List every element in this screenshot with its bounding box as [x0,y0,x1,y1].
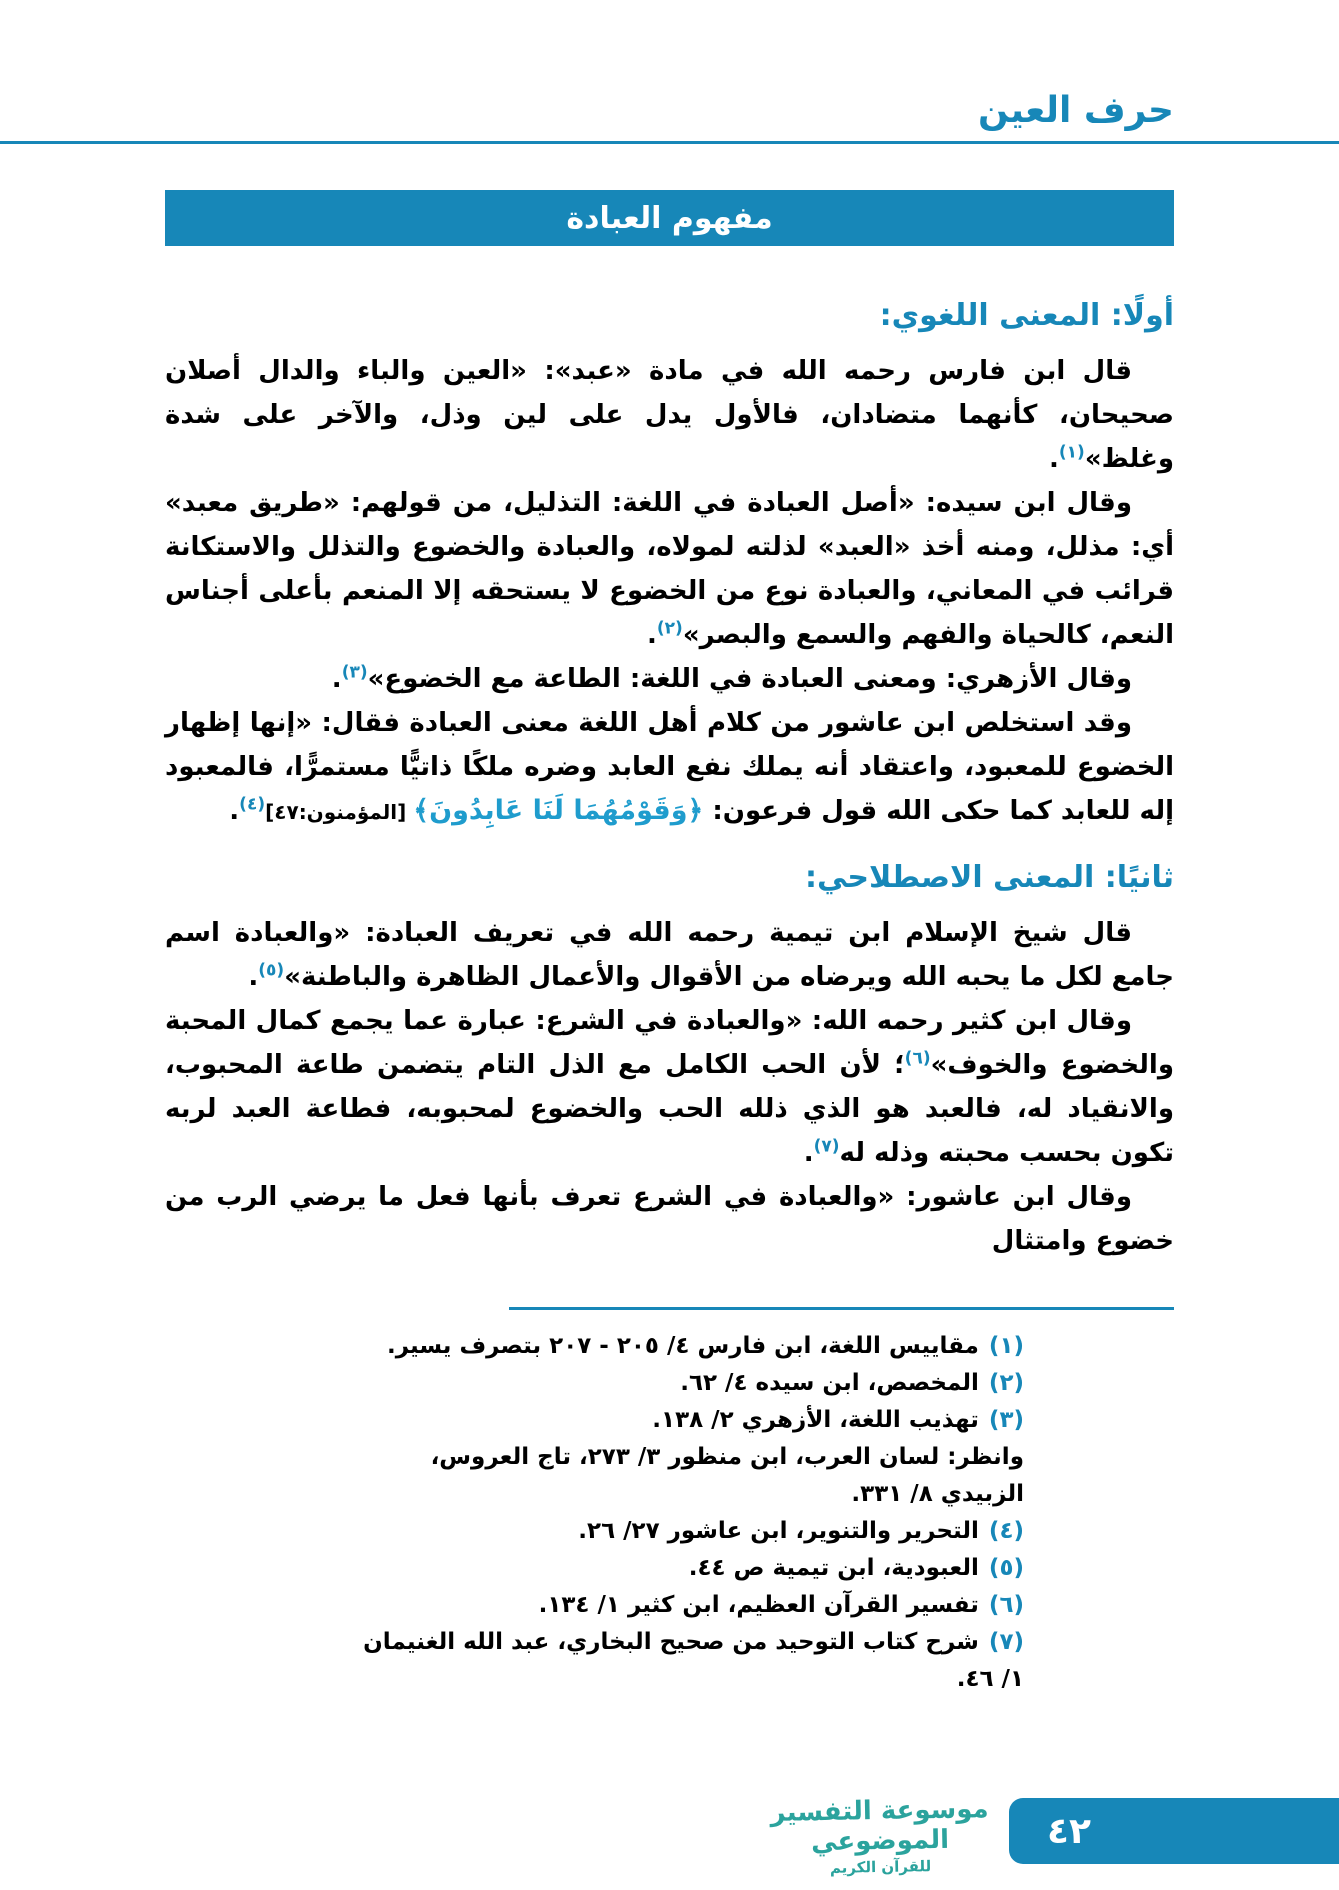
quran-verse: ﴿وَقَوْمُهُمَا لَنَا عَابِدُونَ﴾ [413,795,704,826]
paragraph [165,657,1174,701]
paragraph-text: وقال ابن عاشور: «والعبادة في الشرع تعرف بأنها فعل ما يرضي الرب من خضوع وامتثال [165,1182,1174,1256]
paragraph [165,1175,1174,1263]
paragraph-text: . [229,796,240,826]
footnote-text: تهذيب اللغة، الأزهري ٢/ ١٣٨. [652,1407,979,1433]
footnote-number: (٤) [988,1518,1024,1544]
paragraph-text: . [248,962,259,992]
paragraph-text: وقال الأزهري: ومعنى العبادة في اللغة: الطاعة مع الخضوع» [367,664,1132,694]
paragraph [165,701,1174,834]
footnote-ref: (٥) [258,960,285,981]
footnote-text: التحرير والتنوير، ابن عاشور ٢٧/ ٢٦. [578,1518,979,1544]
paragraph-text: . [803,1138,814,1168]
footnote-number: (٢) [988,1370,1024,1396]
footnote-ref: (٤) [239,794,266,815]
paragraph [165,349,1174,481]
footnote-ref: (١) [1058,442,1085,463]
footnote-ref: (٣) [341,662,368,683]
paragraph [165,999,1174,1175]
paragraph-text: . [646,620,657,650]
footnote-text: العبودية، ابن تيمية ص ٤٤. [688,1555,979,1581]
footnote-number: (٦) [988,1592,1024,1618]
paragraph-text: قال شيخ الإسلام ابن تيمية رحمه الله في تعريف العبادة: «والعبادة اسم جامع لكل ما يحبه الله ويرضاه من الأقوال والأعمال الظاهرة والباطنة» [165,918,1174,992]
footnote-text: مقاييس اللغة، ابن فارس ٤/ ٢٠٥ - ٢٠٧ بتصرف يسير. [386,1333,979,1359]
footnote-text: تفسير القرآن العظيم، ابن كثير ١/ ١٣٤. [538,1592,979,1618]
section-heading: أولًا: المعنى اللغوي: [879,298,1174,333]
footnote-number: (٥) [988,1555,1024,1581]
footnote [345,1328,1024,1365]
paragraph-text: وقد استخلص ابن عاشور من كلام أهل اللغة معنى العبادة فقال: «إنها إظهار الخضوع للمعبود، واعتقاد أنه يملك نفع العابد وضره ملكًا ذاتيًّا مستمرًّا، فالمعبود إله للعابد كما حكى الله قول فرعون: [165,708,1174,826]
paragraph-text: وقال ابن سيده: «أصل العبادة في اللغة: التذليل، من قولهم: «طريق معبد» أي: مذلل، ومنه أخذ «العبد» لذلته لمولاه، والعبادة والخضوع والتذلل والاستكانة قرائب في المعاني، والعبادة نوع من الخضوع لا يستحقه إلا المنعم بأعلى أجناس النعم، كالحياة والفهم والسمع والبصر» [165,488,1174,650]
footnote-text: المخصص، ابن سيده ٤/ ٦٢. [680,1370,979,1396]
running-header-title: حرف العين [978,90,1174,131]
page-content [165,246,1174,1698]
verse-reference: [المؤمنون:٤٧] [265,800,414,824]
footnote-ref: (٦) [904,1048,931,1069]
page-number-box [1009,1798,1339,1864]
footnote-text: وانظر: لسان العرب، ابن منظور ٣/ ٢٧٣، تاج العروس، الزبيدي ٨/ ٣٣١. [430,1444,1024,1507]
footnote-number: (١) [988,1333,1024,1359]
footnote-separator [509,1307,1174,1310]
page-number: ٤٢ [1047,1810,1091,1852]
running-header [0,0,1339,141]
chapter-banner-title: مفهوم العبادة [566,200,773,236]
footnote [345,1365,1024,1402]
publisher-emblem [744,1794,1015,1879]
footnote-continuation [345,1439,1024,1513]
footnote [345,1624,1024,1698]
footnote-ref: (٢) [656,618,683,639]
paragraph-text: . [331,664,342,694]
header-rule [0,141,1339,144]
footnote [345,1402,1024,1439]
footnote-text: شرح كتاب التوحيد من صحيح البخاري، عبد الله الغنيمان ١/ ٤٦. [363,1629,1024,1692]
paragraph-text: وقال ابن كثير رحمه الله: «والعبادة في الشرع: عبارة عما يجمع كمال المحبة والخضوع والخوف» [165,1006,1174,1080]
paragraph-text: ؛ لأن الحب الكامل مع الذل التام يتضمن طاعة المحبوب، والانقياد له، فالعبد هو الذي ذلله الحب والخضوع لمحبوبه، فطاعة العبد لربه تكون بحسب محبته وذله له [165,1050,1174,1168]
paragraph [165,481,1174,657]
footnote [345,1587,1024,1624]
footnote [345,1550,1024,1587]
section-linguistic-meaning [165,298,1174,834]
footnote-number: (٣) [988,1407,1024,1433]
chapter-banner [165,190,1174,246]
footnote-ref: (٧) [813,1136,840,1157]
paragraph-text: . [1048,444,1059,474]
footnote-number: (٧) [988,1629,1024,1655]
section-terminological-meaning [165,860,1174,1263]
footnotes-block [345,1328,1024,1698]
emblem-title: موسوعة التفسير الموضوعي [770,1794,989,1858]
emblem-subtitle: للقرآن الكريم [829,1857,932,1877]
section-heading: ثانيًا: المعنى الاصطلاحي: [805,860,1174,895]
paragraph [165,911,1174,999]
footnote [345,1513,1024,1550]
paragraph-text: قال ابن فارس رحمه الله في مادة «عبد»: «العين والباء والدال أصلان صحيحان، كأنهما متضادان، فالأول يدل على لين وذل، والآخر على شدة وغلظ» [165,356,1174,474]
